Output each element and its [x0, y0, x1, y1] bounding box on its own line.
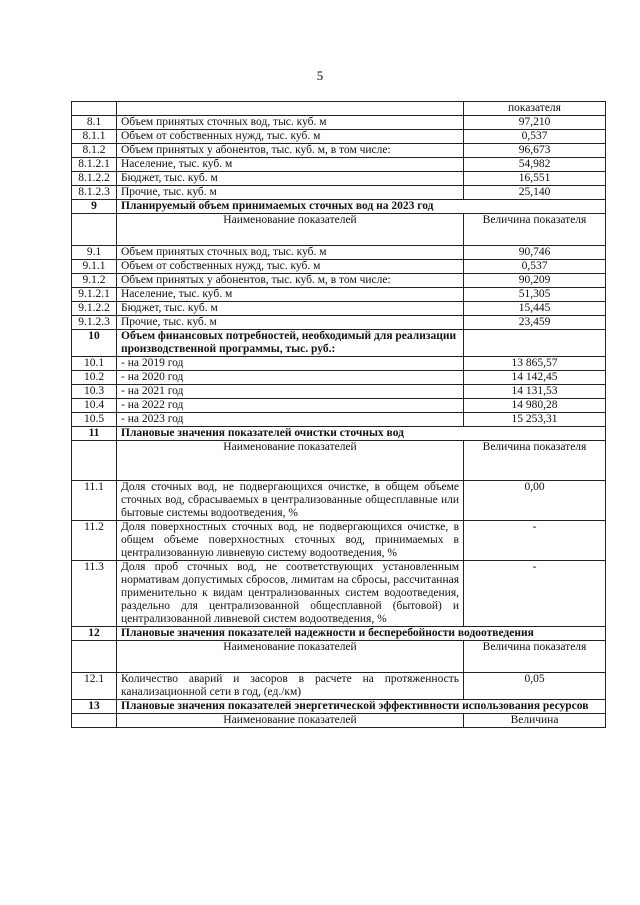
row-value: 90,209 [464, 274, 606, 288]
row-name: - на 2023 год [117, 413, 464, 427]
row-value: 15 253,31 [464, 413, 606, 427]
table-row [72, 302, 606, 316]
row-name: Прочие, тыс. куб. м [117, 186, 464, 200]
row-name: Бюджет, тыс. куб. м [117, 302, 464, 316]
section-number: 10 [72, 330, 117, 357]
row-name: Население, тыс. куб. м [117, 158, 464, 172]
row-num: 10.2 [72, 371, 117, 385]
row-name: Доля сточных вод, не подвергающихся очистке, в общем объеме сточных вод, сбрасываемых в централизованные общесплавные или бытовые системы водоотведения, % [117, 481, 464, 521]
row-num: 8.1.2.1 [72, 158, 117, 172]
row-num: 11.3 [72, 561, 117, 627]
row-value: 54,982 [464, 158, 606, 172]
empty-cell [72, 441, 117, 481]
section-number: 13 [72, 700, 117, 714]
row-num: 8.1.2.2 [72, 172, 117, 186]
continued-header-row [72, 102, 606, 116]
section-number: 9 [72, 200, 117, 214]
column-header-row [72, 714, 606, 728]
section-title: Плановые значения показателей надежности и бесперебойности водоотведения [117, 627, 606, 641]
row-value: 0,00 [464, 481, 606, 521]
column-header-value: Величина показателя [464, 214, 606, 246]
row-value: 13 865,57 [464, 357, 606, 371]
empty-cell [72, 641, 117, 673]
row-num: 8.1.2.3 [72, 186, 117, 200]
row-name: Доля поверхностных сточных вод, не подвергающихся очистке, в общем объеме поверхностных сточных вод, принимаемых в централизованную ливневую систему водоотведения, % [117, 521, 464, 561]
table-row [72, 399, 606, 413]
section-9-title-row [72, 200, 606, 214]
table-row [72, 673, 606, 700]
row-num: 9.1.2.2 [72, 302, 117, 316]
row-num: 8.1.2 [72, 144, 117, 158]
row-num: 10.4 [72, 399, 117, 413]
row-value: 51,305 [464, 288, 606, 302]
table-row [72, 413, 606, 427]
row-num: 11.2 [72, 521, 117, 561]
row-name: Объем принятых у абонентов, тыс. куб. м, в том числе: [117, 144, 464, 158]
table-row [72, 521, 606, 561]
row-num: 10.3 [72, 385, 117, 399]
row-value: 97,210 [464, 116, 606, 130]
column-header-value: Величина [464, 714, 606, 728]
row-name: Население, тыс. куб. м [117, 288, 464, 302]
table-row [72, 316, 606, 330]
table-row [72, 357, 606, 371]
table-row [72, 246, 606, 260]
row-value: 15,445 [464, 302, 606, 316]
row-name: Объем принятых у абонентов, тыс. куб. м, в том числе: [117, 274, 464, 288]
column-header-name: Наименование показателей [117, 214, 464, 246]
row-name: - на 2022 год [117, 399, 464, 413]
table-row [72, 385, 606, 399]
section-title: Плановые значения показателей очистки сточных вод [117, 427, 606, 441]
row-num: 10.1 [72, 357, 117, 371]
section-11-title-row [72, 427, 606, 441]
row-num: 9.1.2 [72, 274, 117, 288]
row-value: 25,140 [464, 186, 606, 200]
row-value: 0,537 [464, 260, 606, 274]
section-number: 12 [72, 627, 117, 641]
row-num: 9.1.2.1 [72, 288, 117, 302]
column-header-row [72, 641, 606, 673]
section-title: Плановые значения показателей энергетической эффективности использования ресурсов [117, 700, 606, 714]
row-num: 10.5 [72, 413, 117, 427]
table-row [72, 371, 606, 385]
row-name: - на 2021 год [117, 385, 464, 399]
table-row [72, 186, 606, 200]
section-number: 11 [72, 427, 117, 441]
row-name: Количество аварий и засоров в расчете на протяженность канализационной сети в год, (ед./км) [117, 673, 464, 700]
column-header-value: Величина показателя [464, 441, 606, 481]
row-name: Доля проб сточных вод, не соответствующих установленным нормативам допустимых сбросов, лимитам на сбросы, рассчитанная применительно к видам централизованных систем водоотведения, раздельно для централизованной общесплавной (бытовой) и централизованной ливневой систем водоотведения, % [117, 561, 464, 627]
table-row [72, 260, 606, 274]
row-name: Объем от собственных нужд, тыс. куб. м [117, 130, 464, 144]
header-name-cell [117, 102, 464, 116]
table-row [72, 288, 606, 302]
row-value: 14 142,45 [464, 371, 606, 385]
row-name: - на 2020 год [117, 371, 464, 385]
row-num: 8.1 [72, 116, 117, 130]
row-value: 23,459 [464, 316, 606, 330]
row-num: 9.1.1 [72, 260, 117, 274]
section-title: Планируемый объем принимаемых сточных вод на 2023 год [117, 200, 606, 214]
table-row [72, 144, 606, 158]
section-13-title-row [72, 700, 606, 714]
empty-cell [72, 714, 117, 728]
column-header-name: Наименование показателей [117, 641, 464, 673]
table-row [72, 274, 606, 288]
table-row [72, 561, 606, 627]
row-name: Объем от собственных нужд, тыс. куб. м [117, 260, 464, 274]
row-value: 96,673 [464, 144, 606, 158]
empty-cell [72, 214, 117, 246]
row-value: 14 131,53 [464, 385, 606, 399]
row-num: 11.1 [72, 481, 117, 521]
column-header-value: Величина показателя [464, 641, 606, 673]
row-num: 8.1.1 [72, 130, 117, 144]
page-number: 5 [316, 68, 324, 83]
column-header-name: Наименование показателей [117, 714, 464, 728]
column-header-row [72, 214, 606, 246]
row-value: - [464, 521, 606, 561]
table-row [72, 172, 606, 186]
row-name: Объем принятых сточных вод, тыс. куб. м [117, 246, 464, 260]
row-value: - [464, 561, 606, 627]
row-name: Прочие, тыс. куб. м [117, 316, 464, 330]
table-row [72, 481, 606, 521]
row-value: 14 980,28 [464, 399, 606, 413]
section-10-title-row [72, 330, 606, 357]
row-name: Бюджет, тыс. куб. м [117, 172, 464, 186]
table-row [72, 130, 606, 144]
row-num: 9.1 [72, 246, 117, 260]
section-title: Объем финансовых потребностей, необходимый для реализации производственной программы, тыс. руб.: [117, 330, 464, 357]
row-value: 16,551 [464, 172, 606, 186]
row-value: 90,746 [464, 246, 606, 260]
row-name: Объем принятых сточных вод, тыс. куб. м [117, 116, 464, 130]
row-name: - на 2019 год [117, 357, 464, 371]
table-row [72, 158, 606, 172]
header-num-cell [72, 102, 117, 116]
section-12-title-row [72, 627, 606, 641]
row-value: 0,05 [464, 673, 606, 700]
table-row [72, 116, 606, 130]
column-header-name: Наименование показателей [117, 441, 464, 481]
production-program-table [71, 101, 606, 728]
header-value-cell: показателя [464, 102, 606, 116]
row-num: 9.1.2.3 [72, 316, 117, 330]
row-num: 12.1 [72, 673, 117, 700]
column-header-row [72, 441, 606, 481]
row-value: 0,537 [464, 130, 606, 144]
empty-cell [464, 330, 606, 357]
